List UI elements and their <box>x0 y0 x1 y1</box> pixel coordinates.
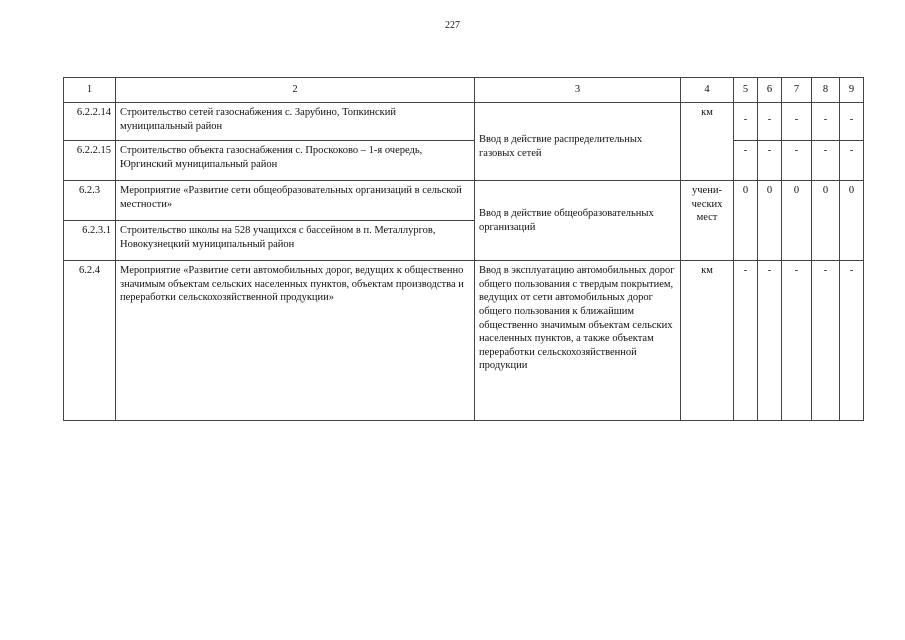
value-cell: - <box>734 261 758 421</box>
value-cell: - <box>812 261 840 421</box>
row-name: Строительство школы на 528 учащихся с бассейном в п. Металлургов, Новокузнецкий муниципальный район <box>116 221 475 261</box>
value-cell: 0 <box>758 181 782 261</box>
value-cell: - <box>782 261 812 421</box>
header-cell: 7 <box>782 78 812 103</box>
value-cell: 0 <box>734 181 758 261</box>
value-cell: - <box>840 141 864 181</box>
header-row <box>64 78 864 103</box>
header-cell: 5 <box>734 78 758 103</box>
table-row <box>64 181 864 221</box>
value-cell: - <box>734 103 758 141</box>
table-row <box>64 141 864 181</box>
value-cell: - <box>734 141 758 181</box>
row-code: 6.2.2.15 <box>64 141 116 181</box>
header-cell: 4 <box>681 78 734 103</box>
value-cell: - <box>758 261 782 421</box>
header-cell: 6 <box>758 78 782 103</box>
header-cell: 3 <box>475 78 681 103</box>
header-cell: 8 <box>812 78 840 103</box>
row-code: 6.2.4 <box>64 261 116 421</box>
header-cell: 2 <box>116 78 475 103</box>
row-name: Строительство сетей газоснабжения с. Зарубино, Топкинский муниципальный район <box>116 103 475 141</box>
row-name: Строительство объекта газоснабжения с. Проскоково – 1-я очередь, Юргинский муниципальный район <box>116 141 475 181</box>
value-cell: - <box>812 141 840 181</box>
table-row <box>64 103 864 141</box>
header-cell: 9 <box>840 78 864 103</box>
page-number: 227 <box>445 20 460 31</box>
header-cell: 1 <box>64 78 116 103</box>
value-cell: - <box>758 103 782 141</box>
value-cell: 0 <box>840 181 864 261</box>
table-row <box>64 261 864 421</box>
indicators-table <box>63 77 864 421</box>
value-cell: - <box>758 141 782 181</box>
indicator-cell: Ввод в эксплуатацию автомобильных дорог общего пользования с твердым покрытием, ведущих от сети автомобильных дорог общего пользования к ближайшим общественно значимым объектам сельских населенных пунктов, а также объектам переработки сельскохозяйственной продукции <box>475 261 681 421</box>
value-cell: 0 <box>812 181 840 261</box>
row-name: Мероприятие «Развитие сети общеобразовательных организаций в сельской местности» <box>116 181 475 221</box>
row-code: 6.2.2.14 <box>64 103 116 141</box>
indicator-cell: Ввод в действие общеобразовательных организаций <box>475 181 681 261</box>
indicator-cell: Ввод в действие распределительных газовых сетей <box>475 103 681 181</box>
value-cell: - <box>840 103 864 141</box>
value-cell: 0 <box>782 181 812 261</box>
value-cell: - <box>840 261 864 421</box>
value-cell: - <box>782 141 812 181</box>
row-code: 6.2.3 <box>64 181 116 221</box>
value-cell: - <box>812 103 840 141</box>
unit-cell: учени-ческих мест <box>681 181 734 261</box>
row-code: 6.2.3.1 <box>64 221 116 261</box>
unit-cell: км <box>681 261 734 421</box>
value-cell: - <box>782 103 812 141</box>
unit-cell: км <box>681 103 734 181</box>
row-name: Мероприятие «Развитие сети автомобильных дорог, ведущих к общественно значимым объектам сельских населенных пунктов, объектам производства и переработки сельскохозяйственной продукции» <box>116 261 475 421</box>
